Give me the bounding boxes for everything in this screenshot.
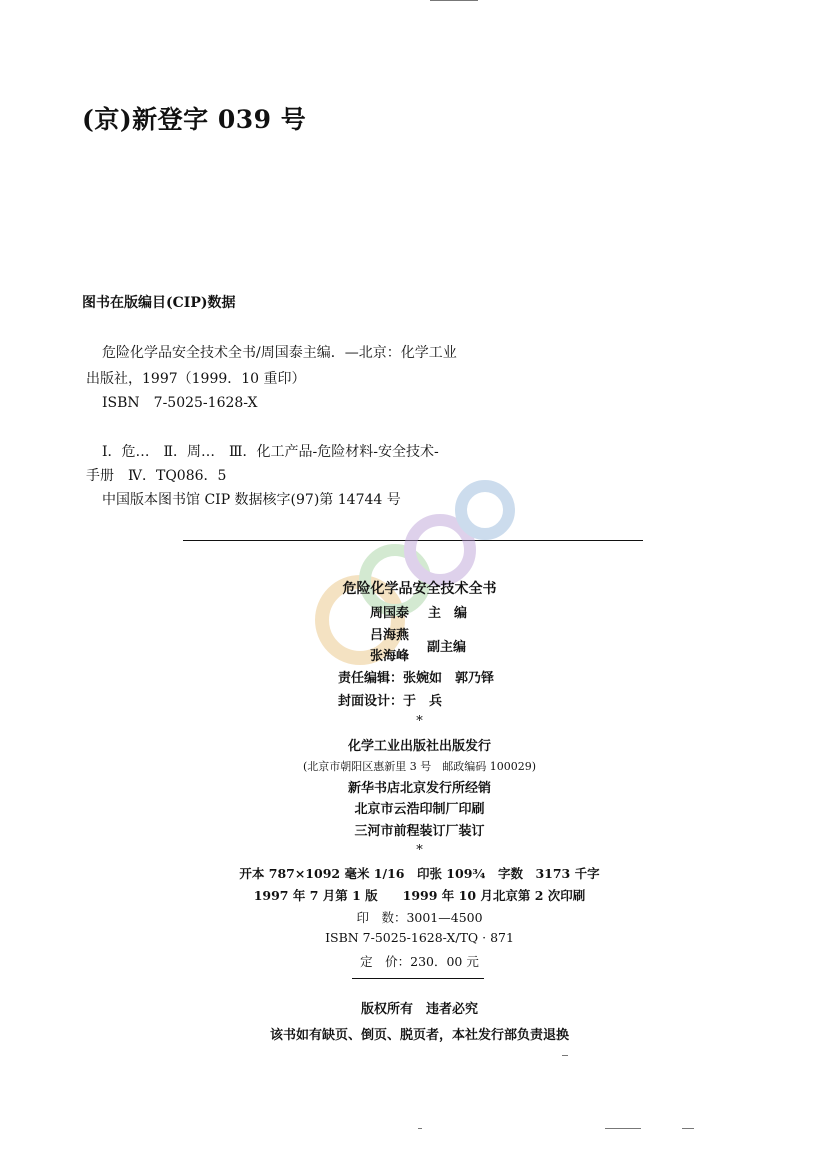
editor-name: 周国泰: [370, 606, 410, 621]
defect-notice: 该书如有缺页、倒页、脱页者，本社发行部负责退换: [269, 1028, 569, 1043]
book-format: 开本 787×1092 毫米 1/16 印张 109¾ 字数 3173 千字: [239, 866, 600, 881]
cover-design: 封面设计：于 兵: [338, 694, 443, 709]
cip-line: Ⅰ．危… Ⅱ．周… Ⅲ．化工产品-危险材料-安全技术-: [102, 444, 439, 460]
book-title: 危险化学品安全技术全书: [342, 581, 497, 597]
distributor: 新华书店北京发行所经销: [347, 781, 491, 796]
separator-star: *: [416, 714, 423, 729]
price: 定 价：230．00 元: [360, 954, 479, 969]
cip-line: 中国版本图书馆 CIP 数据核字(97)第 14744 号: [102, 492, 401, 508]
scan-speck: [562, 1055, 568, 1056]
watermark-logo: [300, 460, 540, 680]
printer: 北京市云浩印制厂印刷: [354, 802, 485, 817]
cip-line: 出版社，1997（1999．10 重印）: [86, 371, 306, 387]
edition-info: 1997 年 7 月第 1 版 1999 年 10 月北京第 2 次印刷: [253, 888, 586, 903]
deputy-editor-name: 张海峰: [370, 649, 410, 664]
print-run: 印 数：3001—4500: [356, 910, 483, 925]
cip-line: 危险化学品安全技术全书/周国泰主编．—北京：化学工业: [102, 345, 457, 361]
scan-speck: [682, 1128, 694, 1129]
binder: 三河市前程装订厂装订: [354, 824, 485, 839]
cip-heading: 图书在版编目(CIP)数据: [82, 295, 236, 311]
responsible-editor: 责任编辑：张婉如 郭乃铎: [338, 671, 495, 686]
deputy-editor-name: 吕海燕: [370, 628, 410, 643]
copyright-notice: 版权所有 违者必究: [360, 1002, 478, 1017]
deputy-editor-role: 副主编: [427, 640, 467, 655]
scan-speck: [418, 1128, 422, 1129]
isbn-catalog: ISBN 7-5025-1628-X/TQ · 871: [325, 930, 514, 945]
editor-role: 主 编: [428, 606, 468, 621]
price-underline: [352, 978, 484, 979]
watermark-ring: [410, 520, 470, 580]
publisher-address: (北京市朝阳区惠新里 3 号 邮政编码 100029): [302, 760, 537, 773]
cip-line: 手册 Ⅳ．TQ086．5: [86, 468, 227, 484]
registration-number: (京)新登字 039 号: [82, 105, 307, 134]
watermark-ring: [461, 486, 509, 534]
cip-line: ISBN 7-5025-1628-X: [102, 395, 258, 411]
separator-star: *: [416, 843, 423, 858]
publisher: 化学工业出版社出版发行: [347, 739, 491, 754]
header-fragment: [430, 0, 478, 1]
scan-speck: [605, 1128, 641, 1129]
